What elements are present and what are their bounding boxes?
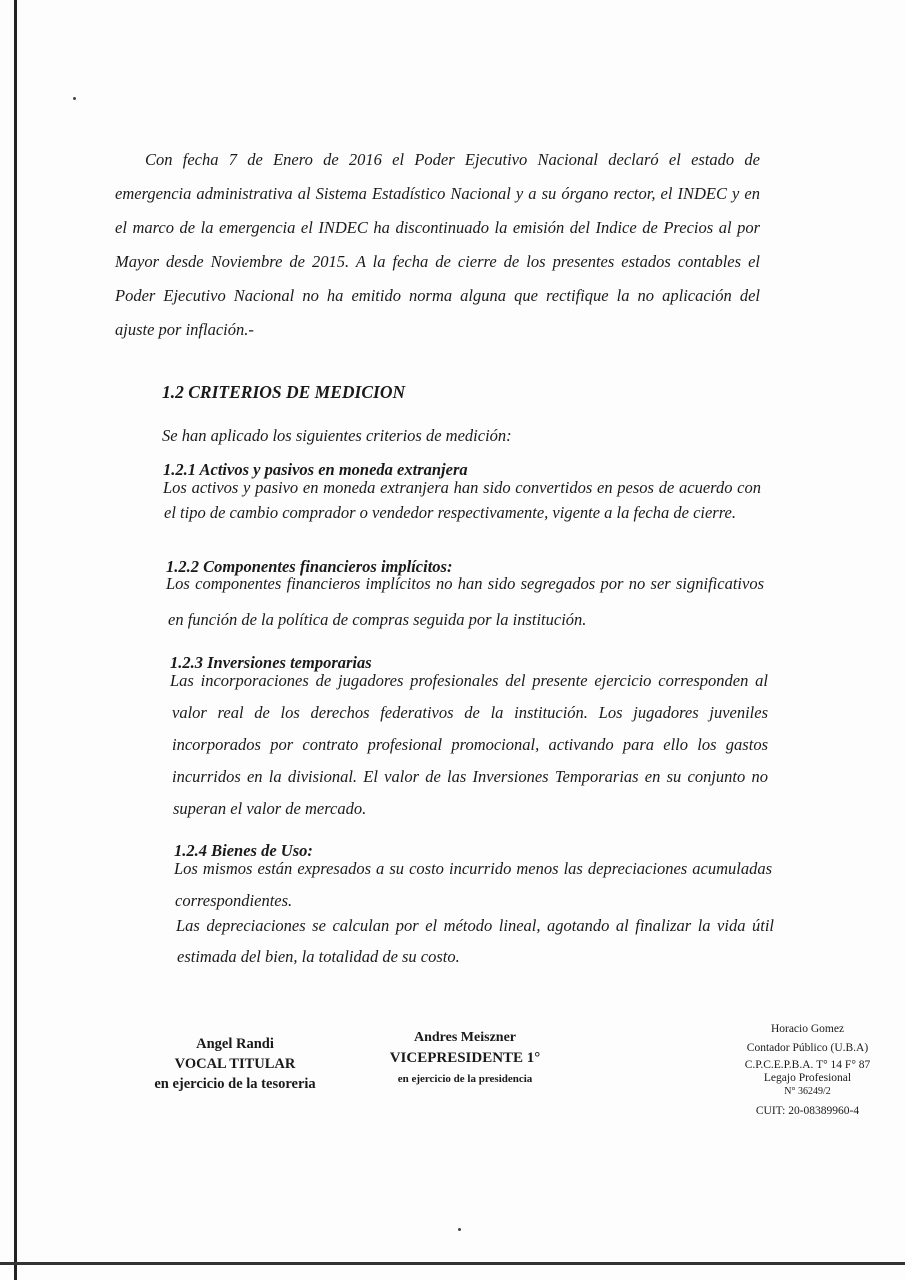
- subsection-title: 1.2.3 Inversiones temporarias: [170, 653, 372, 672]
- signature-treasurer: [140, 1034, 330, 1094]
- signer-note: en ejercicio de la tesoreria: [154, 1076, 316, 1092]
- signer-role: VICEPRESIDENTE 1°: [389, 1050, 541, 1066]
- body-line: el tipo de cambio comprador o vendedor respectivamente, vigente a la fecha de cierre.: [164, 503, 736, 522]
- signature-accountant: [720, 1021, 895, 1120]
- intro-line: emergencia administrativa al Sistema Estadístico Nacional y a su órgano rector, el INDEC y en: [115, 184, 760, 203]
- signer-role: VOCAL TITULAR: [174, 1056, 296, 1072]
- scan-bottom-edge: [0, 1262, 905, 1265]
- intro-line: el marco de la emergencia el INDEC ha discontinuado la emisión del Indice de Precios al por: [115, 218, 760, 237]
- accountant-title: Contador Público (U.B.A): [746, 1042, 869, 1054]
- section-title: 1.2 CRITERIOS DE MEDICION: [162, 382, 406, 402]
- body-line: Los mismos están expresados a su costo incurrido menos las depreciaciones acumuladas: [174, 859, 772, 878]
- body-line: incurridos en la divisional. El valor de las Inversiones Temporarias en su conjunto no: [172, 767, 768, 786]
- signer-name: Angel Randi: [196, 1036, 274, 1052]
- body-line: incorporados por contrato profesional promocional, activando para ello los gastos: [172, 735, 768, 754]
- body-line: Los activos y pasivo en moneda extranjera han sido convertidos en pesos de acuerdo con: [163, 478, 761, 497]
- subsection-title: 1.2.4 Bienes de Uso:: [174, 841, 313, 860]
- body-line: Las depreciaciones se calculan por el método lineal, agotando al finalizar la vida útil: [176, 916, 774, 935]
- accountant-number: N° 36249/2: [784, 1086, 831, 1097]
- accountant-name: Horacio Gomez: [770, 1023, 845, 1035]
- subsection-title: 1.2.1 Activos y pasivos en moneda extranjera: [163, 460, 468, 479]
- body-line: superan el valor de mercado.: [173, 799, 367, 818]
- body-line: estimada del bien, la totalidad de su costo.: [177, 947, 460, 966]
- body-line: Los componentes financieros implícitos no han sido segregados por no ser significativos: [166, 574, 764, 593]
- body-line: Las incorporaciones de jugadores profesionales del presente ejercicio corresponden al: [170, 671, 768, 690]
- accountant-cuit: CUIT: 20-08389960-4: [755, 1105, 860, 1117]
- scan-speck: [73, 97, 76, 100]
- intro-line: Con fecha 7 de Enero de 2016 el Poder Ejecutivo Nacional declaró el estado de: [145, 150, 760, 169]
- signer-name: Andres Meiszner: [414, 1030, 516, 1045]
- body-line: correspondientes.: [175, 891, 293, 910]
- signer-note: en ejercicio de la presidencia: [397, 1073, 533, 1085]
- section-lead: Se han aplicado los siguientes criterios de medición:: [162, 426, 512, 445]
- scan-speck: [458, 1228, 461, 1231]
- body-line: valor real de los derechos federativos de la institución. Los jugadores juveniles: [172, 703, 768, 722]
- signature-vicepresident: [380, 1028, 550, 1089]
- scan-edge: [14, 0, 17, 1280]
- accountant-legajo: Legajo Profesional: [763, 1072, 852, 1084]
- subsection-title: 1.2.2 Componentes financieros implícitos:: [166, 557, 453, 576]
- accountant-registration: C.P.C.E.P.B.A. T° 14 F° 87: [744, 1059, 871, 1071]
- intro-line: ajuste por inflación.-: [115, 320, 254, 339]
- intro-line: Poder Ejecutivo Nacional no ha emitido norma alguna que rectifique la no aplicación del: [115, 286, 760, 305]
- intro-line: Mayor desde Noviembre de 2015. A la fecha de cierre de los presentes estados contables el: [115, 252, 760, 271]
- body-line: en función de la política de compras seguida por la institución.: [168, 610, 587, 629]
